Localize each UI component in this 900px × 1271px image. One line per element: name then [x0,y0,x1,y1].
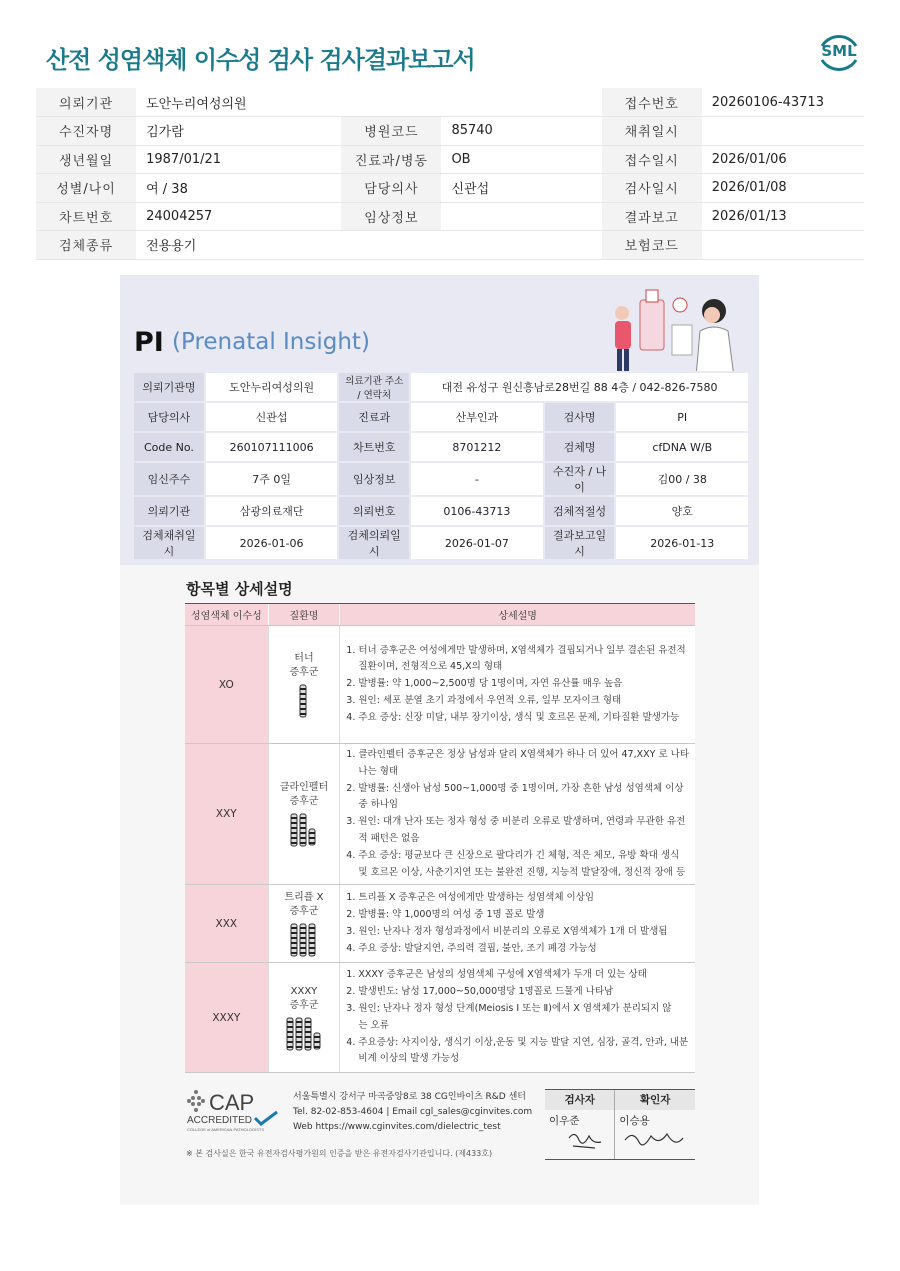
disease-description: 1. 클라인펠터 증후군은 정상 남성과 달리 X염색체가 하나 더 있어 47,XXY 로 나타 나는 형태 2. 발병률: 신생아 남성 500~1,000명 중 1명이며, 가장 흔한 남성 성염색체 이상 중 하나임 3. 원인: 대개 난자 또는 정자 형성 중 비분리 오류로 발생하며, 연령과 무관한 유전 적 패턴은 없음 4. 주요 증상: 평균보다 큰 신장으로 팔다리가 긴 체형, 적은 체모, 유방 확대 생식 및 호르몬 이상, 사춘기지연 또는 불완전 진행, 지능적 발달장애, 정신적 장애 등 [340,744,695,885]
header-value: OB [441,145,601,174]
pi-label: 수진자 / 나이 [544,462,616,496]
header-value: 여 / 38 [136,174,341,203]
pi-label: 검체적절성 [544,496,616,526]
pi-row [133,462,749,496]
pi-value: PI [615,402,749,432]
header-value [441,231,601,260]
pi-label: 검체명 [544,432,616,462]
header-label: 병원코드 [341,117,441,146]
lab-address: 서울특별시 강서구 마곡중앙8로 38 CG인바이츠 R&D 센터 Tel. 82-02-853-4604 | Email cgl_sales@cginvites.com Web https://www.cginvites.com/dielectric_test [293,1092,533,1132]
pi-value: 7주 0일 [205,462,338,496]
confirmer-signature-icon [619,1128,689,1152]
disease-description: 1. 트리플 X 증후군은 여성에게만 발생하는 성염색체 이상임 2. 발병률: 약 1,000명의 여성 중 1명 꼴로 발생 3. 원인: 난자나 정자 형성과정에서 비분리의 오류로 X염색체가 1개 더 발생됨 4. 주요 증상: 발달지연, 주의력 결핍, 불안, 조기 폐경 가능성 [340,885,695,963]
pi-label: 검사명 [544,402,616,432]
header-row [36,202,864,231]
pi-value: 신관섭 [205,402,338,432]
detail-header: 상세설명 [340,604,695,626]
pi-value: 260107111006 [205,432,338,462]
header-label: 접수일시 [602,145,702,174]
certification-note: ※ 본 검사실은 한국 유전자검사평가원의 인증을 받은 유전자검사기관입니다. (제433호) [186,1149,493,1158]
header-value: 20260106-43713 [702,88,864,117]
header-label: 보험코드 [602,231,702,260]
pi-label: Code No. [133,432,205,462]
header-value: 전용용기 [136,231,341,260]
header-value [702,231,864,260]
pi-value: - [410,462,543,496]
pi-label: 진료과 [338,402,410,432]
pi-value: cfDNA W/B [615,432,749,462]
header-value: 2026/01/08 [702,174,864,203]
header-label: 차트번호 [36,202,136,231]
confirmer-name: 이승용 [619,1114,650,1127]
detail-section-title: 항목별 상세설명 [186,580,293,598]
header-label [341,231,441,260]
header-row [36,145,864,174]
header-label [341,88,441,117]
aneuploidy-type: XXX [185,885,268,963]
detail-table [185,603,695,1073]
detail-row [185,626,695,744]
tester-signature-icon [549,1128,609,1152]
header-label: 결과보고 [602,202,702,231]
pi-value: 도안누리여성의원 [205,372,338,402]
aneuploidy-type: XXY [185,744,268,885]
pi-value: 김00 / 38 [615,462,749,496]
pi-row [133,526,749,560]
detail-row [185,885,695,963]
header-label: 검체종류 [36,231,136,260]
pi-label: 임상정보 [338,462,410,496]
header-label: 채취일시 [602,117,702,146]
signature-table: 검사자 확인자 이우준 이승용 [545,1089,695,1160]
pi-row [133,496,749,526]
header-value: 24004257 [136,202,341,231]
pi-label: 결과보고일시 [544,526,616,560]
pi-label: 의료기관 주소 / 연락처 [338,372,410,402]
pi-label: 의뢰기관 [133,496,205,526]
detail-row [185,963,695,1073]
header-label: 임상정보 [341,202,441,231]
header-value: 2026/01/13 [702,202,864,231]
svg-text:COLLEGE of AMERICAN PATHOLOGIS: COLLEGE of AMERICAN PATHOLOGISTS [187,1127,264,1132]
header-value: 1987/01/21 [136,145,341,174]
pi-value: 2026-01-06 [205,526,338,560]
pi-label: 차트번호 [338,432,410,462]
svg-text:ACCREDITED: ACCREDITED [187,1115,253,1126]
detail-header: 성염색체 이수성 [185,604,268,626]
header-label: 검사일시 [602,174,702,203]
pi-label: 검체채취일시 [133,526,205,560]
pi-subtitle: (Prenatal Insight) [172,329,370,355]
header-value: 김가람 [136,117,341,146]
chromosome-icon [290,923,317,957]
chromosome-icon [290,813,317,847]
disease-name: 터너 증후군 [268,626,340,744]
pi-label: 임신주수 [133,462,205,496]
pi-label: 검체의뢰일시 [338,526,410,560]
header-value: 신관섭 [441,174,601,203]
pi-value: 0106-43713 [410,496,543,526]
disease-name: 트리플 X 증후군 [268,885,340,963]
pi-title: PI [134,327,164,358]
header-value [441,88,601,117]
report-title: 산전 성염색체 이수성 검사 검사결과보고서 [46,46,475,74]
chromosome-icon [299,684,308,718]
header-row [36,88,864,117]
aneuploidy-type: XXXY [185,963,268,1073]
header-value: 2026/01/06 [702,145,864,174]
pi-value: 2026-01-07 [410,526,543,560]
pi-info-table [132,371,750,561]
pi-row [133,432,749,462]
chromosome-icon [286,1017,322,1051]
patient-info-table [36,88,864,260]
sml-logo: SML [816,30,862,76]
aneuploidy-type: XO [185,626,268,744]
header-label: 생년월일 [36,145,136,174]
pi-value: 양호 [615,496,749,526]
pi-label: 담당의사 [133,402,205,432]
detail-header: 질환명 [268,604,340,626]
pi-row [133,402,749,432]
pi-value: 대전 유성구 원신흥남로28번길 88 4층 / 042-826-7580 [410,372,749,402]
header-value [441,202,601,231]
detail-row [185,744,695,885]
header-value [702,117,864,146]
header-row [36,174,864,203]
header-row [36,231,864,260]
header-label: 진료과/병동 [341,145,441,174]
tester-name: 이우준 [549,1114,580,1127]
pi-value: 8701212 [410,432,543,462]
header-label: 수진자명 [36,117,136,146]
pi-row [133,372,749,402]
header-value: 도안누리여성의원 [136,88,341,117]
header-label: 담당의사 [341,174,441,203]
header-label: 의뢰기관 [36,88,136,117]
pi-value: 산부인과 [410,402,543,432]
doctor-illustration-icon [610,285,745,377]
disease-description: 1. XXXY 증후군은 남성의 성염색체 구성에 X염색체가 두개 더 있는 상태 2. 발생빈도: 남성 17,000~50,000명당 1명꼴로 드물게 나타남 3. 원인: 난자나 정자 형성 단계(Meiosis Ⅰ 또는 Ⅱ)에서 X 염색체가 분리되지 않 는 오류 4. 주요증상: 사지이상, 생식기 이상,운동 및 지능 발달 지연, 심장, 골격, 안과, 내분 비계 이상의 발생 가능성 [340,963,695,1073]
pi-value: 2026-01-13 [615,526,749,560]
cap-accredited-logo [185,1088,285,1133]
disease-name: XXXY 증후군 [268,963,340,1073]
pi-label: 의뢰기관명 [133,372,205,402]
pi-label: 의뢰번호 [338,496,410,526]
header-row [36,117,864,146]
disease-description: 1. 터너 증후군은 여성에게만 발생하며, X염색체가 결핍되거나 일부 결손된 유전적 질환이며, 전형적으로 45,X의 형태 2. 발병률: 약 1,000~2,500명 당 1명이며, 자연 유산률 매우 높음 3. 원인: 세포 분열 초기 과정에서 우연적 오류, 일부 모자이크 형태 4. 주요 증상: 신장 미달, 내부 장기이상, 생식 및 호르몬 문제, 기타질환 발생가능 [340,626,695,744]
svg-text:CAP: CAP [209,1090,255,1115]
header-label: 성별/나이 [36,174,136,203]
disease-name: 클라인펠터 증후군 [268,744,340,885]
pi-value: 삼광의료재단 [205,496,338,526]
pi-panel [120,275,759,565]
header-value: 85740 [441,117,601,146]
header-label: 접수번호 [602,88,702,117]
